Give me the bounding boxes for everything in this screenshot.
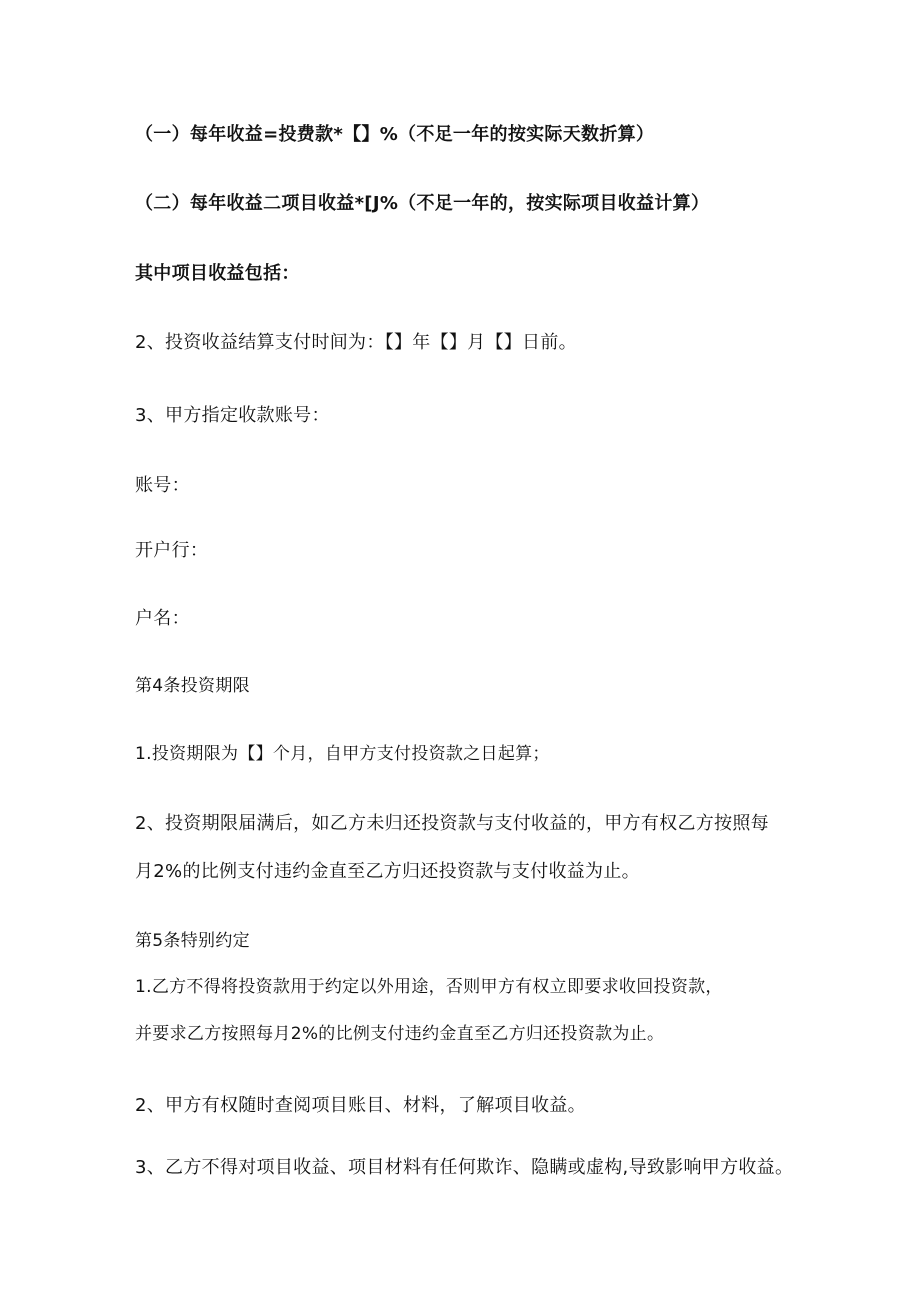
special-agreement-clause-2: 2、甲方有权随时查阅项目账目、材料，了解项目收益。 bbox=[135, 1095, 586, 1116]
annual-return-formula-1: （一）每年收益=投费款*【】%（不足一年的按实际天数折算） bbox=[135, 124, 655, 145]
designated-account-clause: 3、甲方指定收款账号： bbox=[135, 405, 330, 426]
settlement-time-clause: 2、投资收益结算支付时间为：【】年【】月【】日前。 bbox=[135, 332, 577, 353]
bank-label: 开户行： bbox=[135, 540, 209, 561]
special-agreement-clause-3: 3、乙方不得对项目收益、项目材料有任何欺诈、隐瞒或虚构,导致影响甲方收益。 bbox=[135, 1157, 794, 1178]
investment-term-clause-1: 1.投资期限为【】个月，自甲方支付投资款之日起算； bbox=[135, 744, 550, 764]
account-number-label: 账号： bbox=[135, 475, 190, 496]
article-4-heading: 第4条投资期限 bbox=[135, 676, 250, 696]
investment-term-clause-2: 2、投资期限届满后，如乙方未归还投资款与支付收益的，甲方有权乙方按照每 bbox=[135, 813, 769, 834]
article-5-heading: 第5条特别约定 bbox=[135, 931, 250, 951]
special-agreement-clause-1-cont: 并要求乙方按照每月2%的比例支付违约金直至乙方归还投资款为止。 bbox=[135, 1024, 665, 1044]
annual-return-formula-2: （二）每年收益二项目收益*[J%（不足一年的，按实际项目收益计算） bbox=[135, 193, 710, 214]
special-agreement-clause-1: 1.乙方不得将投资款用于约定以外用途，否则甲方有权立即要求收回投资款， bbox=[135, 977, 723, 997]
project-income-heading: 其中项目收益包括： bbox=[135, 263, 300, 284]
investment-term-clause-2-cont: 月2%的比例支付违约金直至乙方归还投资款与支付收益为止。 bbox=[135, 861, 640, 882]
account-name-label: 户名： bbox=[135, 608, 190, 629]
